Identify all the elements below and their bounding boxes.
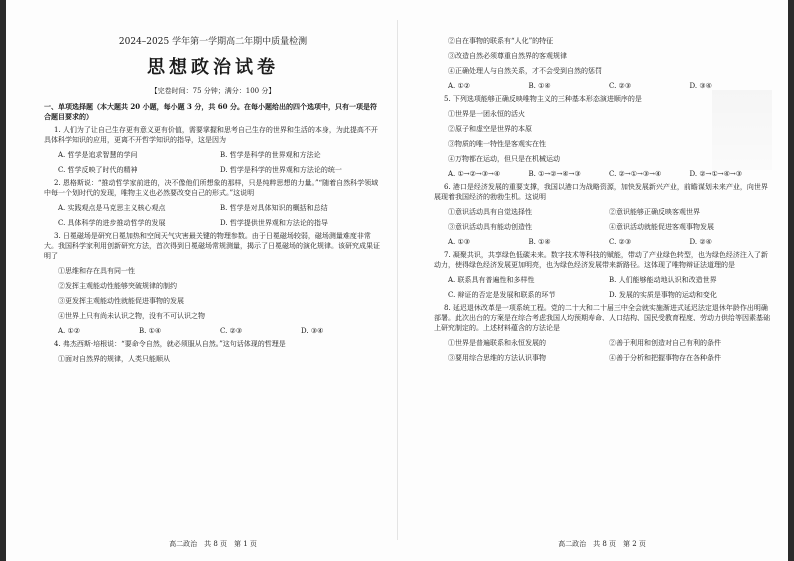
question-5-stem: 5. 下列选项能够正确反映唯物主义的三种基本形态演进顺序的是 — [444, 95, 642, 103]
page-footer: 高二政治 共 8 页 第 2 页 — [558, 540, 646, 548]
question-8-item-1: ①世界是普遍联系和永恒发展的 — [448, 339, 546, 347]
question-6-options — [434, 237, 770, 247]
option-d: D. ②④ — [689, 238, 712, 246]
question-6-item-4: ④意识活动就能促进客观事物发展 — [609, 223, 714, 231]
question-3-item-3: ③更发挥主观能动性就能促进事物的发展 — [58, 297, 184, 305]
question-4-item-1: ①面对自然界的规律，人类只能顺从 — [58, 355, 170, 363]
question-8-items-row-1 — [434, 338, 770, 348]
question-6-item-2: ②意识能够正确反映客观世界 — [609, 208, 700, 216]
question-1-options-row-2 — [44, 165, 382, 175]
option-d: D. 哲学是科学的世界观和方法论的统一 — [220, 166, 342, 174]
question-6-items-row-1 — [434, 207, 770, 217]
option-c: C. ②③ — [609, 82, 632, 90]
question-7-options-row-1 — [434, 275, 770, 285]
option-a: A. ①→②→③→④ — [448, 170, 501, 178]
option-c: C. 具体科学的进步推动哲学的发展 — [58, 219, 166, 227]
question-4-stem: 4. 弗杰西斯·培根说：“要命令自然，就必须服从自然。”这句话体现的哲理是 — [54, 340, 286, 348]
question-8-item-4: ④善于分析和把握事物存在各种条件 — [609, 354, 721, 362]
question-6-item-1: ①意识活动具有自觉选择性 — [448, 208, 532, 216]
question-3-item-4: ④世界上只有尚未认识之物，没有不可认识之物 — [58, 312, 205, 320]
question-6-item-3: ③意识活动具有能动创造性 — [448, 223, 532, 231]
exam-page-2 — [404, 0, 784, 561]
option-a: A. ①② — [448, 82, 471, 90]
question-5-item-3: ③物质的唯一特性是客观实在性 — [448, 140, 546, 148]
option-a: A. ①② — [58, 327, 81, 335]
option-c: C. 哲学反映了时代的精神 — [58, 166, 138, 174]
option-b: B. ①④ — [528, 82, 551, 90]
question-1-stem: 1. 人们为了让自己生存更有意义更有价值，需要掌握和思考自己生存的世界和生活的本身，为此提高不开具体科学知识的应用，更离不开哲学知识的指导，这是因为 — [44, 126, 378, 144]
question-4-item-2: ②自在事物的联系有“人化”的特征 — [448, 37, 554, 45]
question-8-items-row-2 — [434, 353, 770, 363]
scan-border-right — [788, 0, 794, 561]
option-c: C. ②③ — [609, 238, 632, 246]
option-d: D. ③④ — [301, 327, 324, 335]
question-1-options-row-1 — [44, 150, 382, 160]
question-8-item-3: ③要用综合思维的方法认识事物 — [448, 354, 546, 362]
page-divider — [397, 20, 398, 540]
option-d: D. 哲学提供世界观和方法论的指导 — [220, 219, 328, 227]
option-a: A. 哲学是追求智慧的学问 — [58, 151, 138, 159]
question-6-stem: 6. 港口是经济发展的重要支撑，我国以港口为战略资源，加快发展新兴产业，前瞻谋划未来产业，向世界展现着我国经济的勃勃生机。这说明 — [434, 183, 768, 201]
question-4-item-3: ③改造自然必须尊重自然界的客观规律 — [448, 52, 567, 60]
option-b: B. ①④ — [139, 327, 162, 335]
question-5-item-4: ④万物都在运动，但只是在机械运动 — [448, 155, 560, 163]
question-7-options-row-2 — [434, 290, 770, 300]
question-8-stem: 8. 延迟退休改革是一项系统工程。党的二十大和二十届三中全会就实施渐进式延迟法定退休年龄作出明确部署。此次出台的方案是在综合考虑我国人均预期寿命、人口结构、国民受教育程度、劳动力供给等因素基础上研究制定的。上述材料蕴含的方法论是 — [434, 304, 770, 332]
option-b: B. 人们能够能动地认识和改造世界 — [609, 276, 717, 284]
option-b: B. ①④ — [528, 238, 551, 246]
option-b: B. ①→②→④→③ — [528, 170, 581, 178]
option-c: C. 辩证的否定是发展和联系的环节 — [448, 291, 556, 299]
question-5-item-1: ①世界是一团永恒的活火 — [448, 110, 525, 118]
question-3-item-1: ①思维和存在具有同一性 — [58, 267, 135, 275]
exam-meta: 【完卷时间：75 分钟；满分：100 分】 — [150, 87, 276, 95]
option-d: D. ②→①→④→③ — [689, 170, 743, 178]
section-heading: 一、单项选择题（本大题共 20 小题，每小题 3 分，共 60 分。在每小题给出的四个选项中，只有一项是符合题目要求的） — [44, 102, 377, 121]
question-7-stem: 7. 凝聚共识，共享绿色低碳未来。数字技术等科技的赋能，带动了产业绿色转型，也为绿色经济注入了新动力，使得绿色经济发展更加明亮，也为绿色经济发展带来新路径。这体现了唯物辩证法道理的是 — [434, 251, 768, 269]
exam-title: 思想政治试卷 — [147, 57, 279, 78]
exam-header: 2024–2025 学年第一学期高二年期中质量检测 — [118, 37, 308, 47]
question-3-item-2: ②发挥主观能动性能够突破规律的制约 — [58, 282, 177, 290]
page-footer: 高二政治 共 8 页 第 1 页 — [169, 540, 257, 548]
option-d: D. ③④ — [689, 82, 712, 90]
exam-page-1 — [10, 0, 392, 561]
option-b: B. 哲学是科学的世界观和方法论 — [220, 151, 321, 159]
option-a: A. 联系具有普遍性和多样性 — [448, 276, 535, 284]
option-d: D. 发展的实质是事物的运动和变化 — [609, 291, 717, 299]
question-2-stem: 2. 恩格斯说：“推动哲学家前进的，决不像他们所想象的那样，只是纯粹思想的力量。”“随着自然科学领域中每一个划时代的发现，唯物主义也必然要改变自己的形式。”这说明 — [44, 179, 379, 197]
question-3-stem: 3. 日冕磁场是研究日冕加热和空间天气灾害最关键的物理参数。由于日冕磁场较弱，磁场测量难度非常大。我国科学家利用创新研究方法，首次得到日冕磁场常规测量，揭示了日冕磁场的演化规律。该研究成果证明了 — [44, 232, 380, 260]
question-5-item-2: ②原子和虚空是世界的本原 — [448, 125, 532, 133]
question-6-items-row-2 — [434, 222, 770, 232]
question-8-item-2: ②善于利用和创造对自己有利的条件 — [609, 339, 721, 347]
question-2-options-row-2 — [44, 218, 382, 228]
option-c: C. ②③ — [220, 327, 243, 335]
scan-border-left — [0, 0, 6, 561]
scan-smudge — [712, 90, 772, 170]
question-3-options — [44, 326, 382, 336]
question-4-item-4: ④正确处理人与自然关系，才不会受到自然的惩罚 — [448, 67, 602, 75]
option-b: B. 哲学是对具体知识的概括和总结 — [220, 204, 328, 212]
option-a: A. ①③ — [448, 238, 471, 246]
question-2-options-row-1 — [44, 203, 382, 213]
question-5-options — [434, 169, 770, 179]
option-a: A. 实践观点是马克思主义核心观点 — [58, 204, 166, 212]
option-c: C. ②→①→③→④ — [609, 170, 662, 178]
